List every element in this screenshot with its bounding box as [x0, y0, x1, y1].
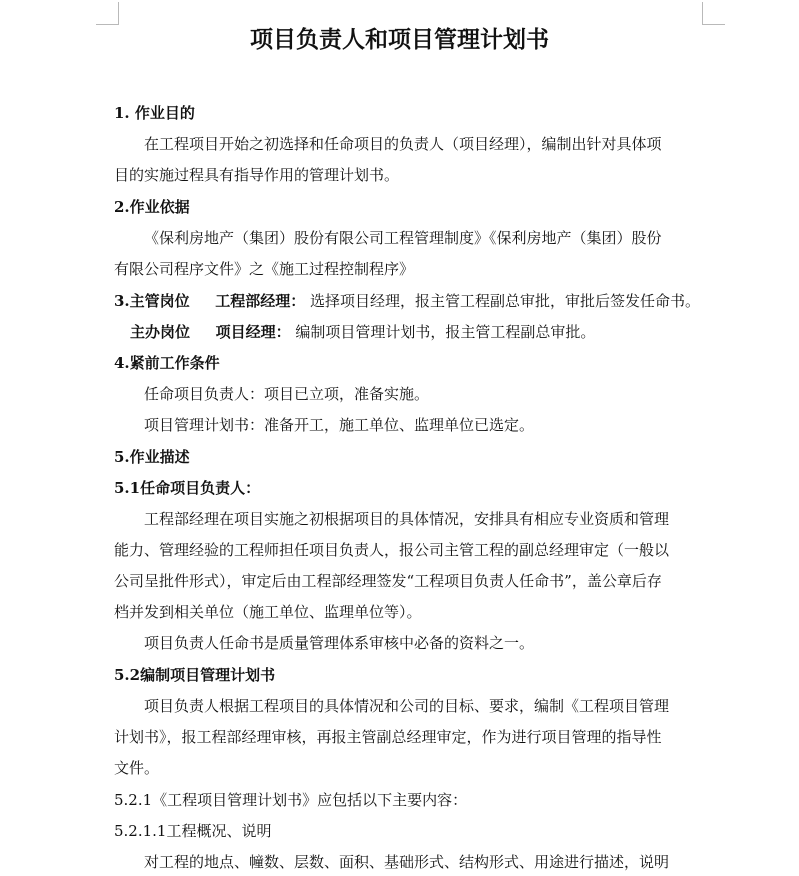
paragraph-line: 项目负责人根据工程项目的具体情况和公司的目标、要求，编制《工程项目管理 [144, 697, 670, 715]
responsibility-main-label: 3.主管岗位 [114, 292, 190, 310]
paragraph-line: 任命项目负责人：项目已立项，准备实施。 [144, 385, 430, 403]
paragraph-line: 有限公司程序文件》之《施工过程控制程序》 [114, 260, 415, 278]
paragraph-line: 计划书》，报工程部经理审核，再报主管副总经理审定，作为进行项目管理的指导性 [114, 728, 662, 746]
section-heading-description: 5.作业描述 [114, 448, 190, 466]
paragraph-line: 对工程的地点、幢数、层数、面积、基础形式、结构形式、用途进行描述，说明 [144, 853, 670, 871]
subsection-item-content: 5.2.1《工程项目管理计划书》应包括以下主要内容： [114, 791, 468, 809]
paragraph-line: 项目负责人任命书是质量管理体系审核中必备的资料之一。 [144, 634, 535, 652]
paragraph-line: 《保利房地产（集团）股份有限公司工程管理制度》《保利房地产（集团）股份 [144, 229, 662, 247]
responsibility-secondary-label: 主办岗位 [130, 323, 191, 341]
paragraph-line: 工程部经理在项目实施之初根据项目的具体情况，安排具有相应专业资质和管理 [144, 510, 670, 528]
section-heading-prerequisites: 4.紧前工作条件 [114, 354, 220, 372]
responsibility-main-text: 选择项目经理，报主管工程副总审批，审批后签发任命书。 [310, 292, 701, 310]
responsibility-line-secondary [130, 321, 706, 343]
document-title: 项目负责人和项目管理计划书 [250, 26, 549, 53]
subsection-heading-appoint: 5.1任命项目负责人： [114, 479, 261, 497]
responsibility-secondary-role: 项目经理： [215, 323, 291, 341]
subsection-item-overview: 5.2.1.1工程概况、说明 [114, 822, 272, 840]
paragraph-line: 公司呈批件形式），审定后由工程部经理签发“工程项目负责人任命书”，盖公章后存 [114, 572, 662, 590]
subsection-heading-plan: 5.2编制项目管理计划书 [114, 666, 276, 684]
responsibility-line-main [114, 290, 706, 312]
section-heading-basis: 2.作业依据 [114, 198, 190, 216]
paragraph-line: 项目管理计划书：准备开工，施工单位、监理单位已选定。 [144, 416, 535, 434]
page-corner-mark-top-right [702, 2, 725, 25]
page-corner-mark-top-left [96, 2, 119, 25]
section-heading-purpose: 1. 作业目的 [114, 104, 195, 122]
paragraph-line: 文件。 [114, 759, 160, 777]
responsibility-secondary-text: 编制项目管理计划书，报主管工程副总审批。 [295, 323, 596, 341]
paragraph-line: 档并发到相关单位（施工单位、监理单位等）。 [114, 603, 422, 621]
paragraph-line: 能力、管理经验的工程师担任项目负责人，报公司主管工程的副总经理审定（一般以 [114, 541, 670, 559]
paragraph-line: 在工程项目开始之初选择和任命项目的负责人（项目经理），编制出针对具体项 [144, 135, 662, 153]
responsibility-main-role: 工程部经理： [215, 292, 306, 310]
paragraph-line: 目的实施过程具有指导作用的管理计划书。 [114, 166, 400, 184]
